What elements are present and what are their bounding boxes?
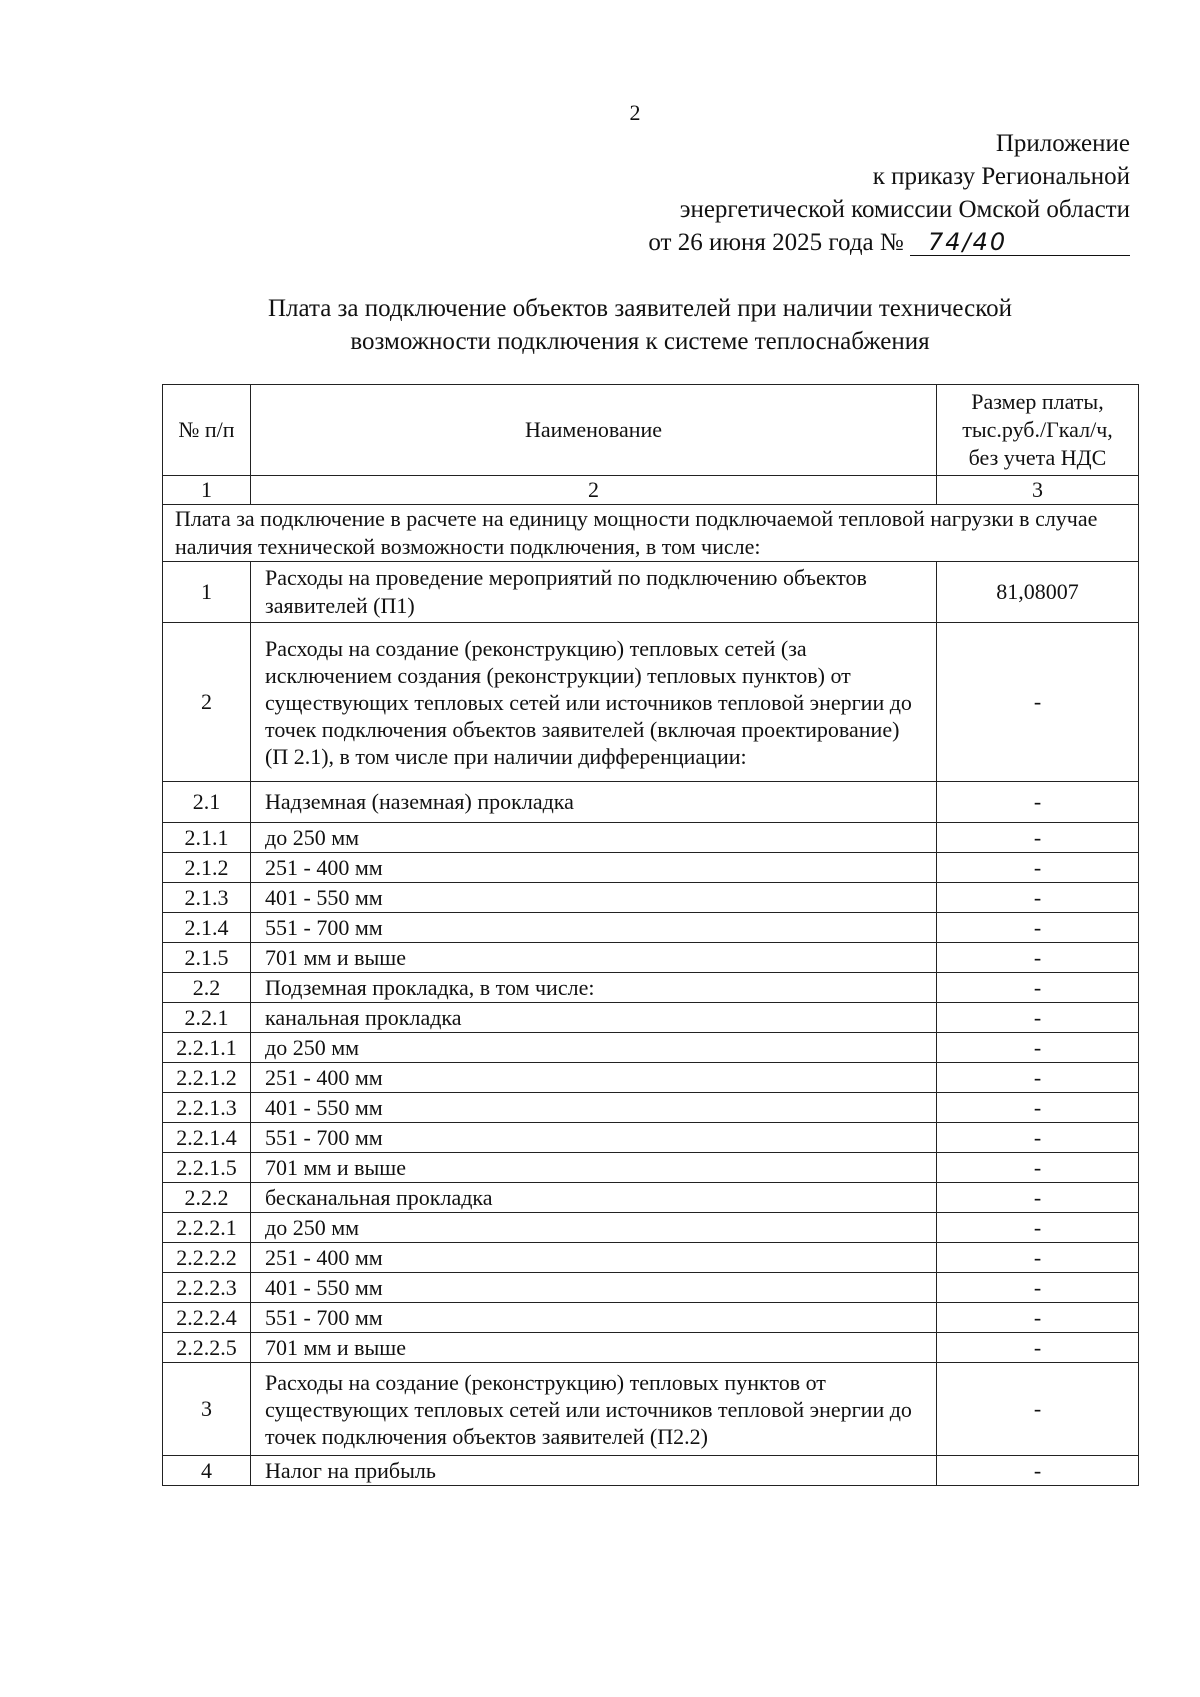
table-row <box>163 943 1139 973</box>
row-value: - <box>937 1456 1139 1486</box>
row-value: 81,08007 <box>937 562 1139 623</box>
row-num: 2.2.2.2 <box>163 1243 251 1273</box>
row-name: 401 - 550 мм <box>251 1273 937 1303</box>
index-col-3: 3 <box>937 476 1139 505</box>
row-value: - <box>937 973 1139 1003</box>
index-col-2: 2 <box>251 476 937 505</box>
row-name: 701 мм и выше <box>251 1153 937 1183</box>
row-value: - <box>937 1303 1139 1333</box>
header-name: Наименование <box>251 385 937 476</box>
row-num: 2.1.5 <box>163 943 251 973</box>
row-num: 4 <box>163 1456 251 1486</box>
row-value: - <box>937 782 1139 823</box>
appendix-title: Приложение <box>995 130 1130 157</box>
row-name: канальная прокладка <box>251 1003 937 1033</box>
row-name: 251 - 400 мм <box>251 853 937 883</box>
appendix-order-ref: к приказу Региональной <box>872 163 1130 190</box>
row-value: - <box>937 1273 1139 1303</box>
table-row <box>163 1273 1139 1303</box>
row-value: - <box>937 853 1139 883</box>
table-row <box>163 1093 1139 1123</box>
row-name: 551 - 700 мм <box>251 1303 937 1333</box>
row-value: - <box>937 623 1139 782</box>
row-num: 2.2.2.5 <box>163 1333 251 1363</box>
row-name: 701 мм и выше <box>251 1333 937 1363</box>
header-value: Размер платы, тыс.руб./Гкал/ч, без учета НДС <box>937 385 1139 476</box>
page-number: 2 <box>629 100 641 125</box>
row-value: - <box>937 1063 1139 1093</box>
row-num: 1 <box>163 562 251 623</box>
row-num: 2.2 <box>163 973 251 1003</box>
table-row <box>163 973 1139 1003</box>
row-name: Расходы на создание (реконструкцию) тепловых пунктов от существующих тепловых сетей или источников тепловой энергии до точек подключения объектов заявителей (П2.2) <box>251 1363 937 1456</box>
row-num: 2.2.1.1 <box>163 1033 251 1063</box>
row-name: 251 - 400 мм <box>251 1243 937 1273</box>
document-title <box>170 292 1110 358</box>
header-num: № п/п <box>163 385 251 476</box>
row-num: 2.2.2 <box>163 1183 251 1213</box>
document-title-line-2: возможности подключения к системе теплоснабжения <box>350 328 930 355</box>
row-name: Расходы на проведение мероприятий по подключению объектов заявителей (П1) <box>251 562 937 623</box>
table-row <box>163 1153 1139 1183</box>
appendix-block <box>430 127 1130 259</box>
row-value: - <box>937 1333 1139 1363</box>
table-row <box>163 883 1139 913</box>
row-num: 2.2.1.5 <box>163 1153 251 1183</box>
row-name: Подземная прокладка, в том числе: <box>251 973 937 1003</box>
table-header-row <box>163 385 1139 476</box>
row-value: - <box>937 1363 1139 1456</box>
appendix-commission: энергетической комиссии Омской области <box>679 196 1130 223</box>
table-row <box>163 1063 1139 1093</box>
index-col-1: 1 <box>163 476 251 505</box>
appendix-date: от 26 июня 2025 года № <box>648 229 904 256</box>
row-name: 401 - 550 мм <box>251 883 937 913</box>
table-row <box>163 782 1139 823</box>
table-index-row <box>163 476 1139 505</box>
row-num: 2.2.1.2 <box>163 1063 251 1093</box>
row-name: до 250 мм <box>251 1213 937 1243</box>
row-num: 2.2.1.4 <box>163 1123 251 1153</box>
row-num: 2.2.1 <box>163 1003 251 1033</box>
row-value: - <box>937 1033 1139 1063</box>
row-name: Налог на прибыль <box>251 1456 937 1486</box>
row-name: до 250 мм <box>251 823 937 853</box>
row-num: 2.1.2 <box>163 853 251 883</box>
table-row <box>163 1303 1139 1333</box>
table-row <box>163 1456 1139 1486</box>
table-row <box>163 562 1139 623</box>
row-value: - <box>937 1243 1139 1273</box>
row-name: до 250 мм <box>251 1033 937 1063</box>
row-num: 2.1.1 <box>163 823 251 853</box>
table-row <box>163 1033 1139 1063</box>
table-row <box>163 1363 1139 1456</box>
row-value: - <box>937 1093 1139 1123</box>
row-value: - <box>937 913 1139 943</box>
section-row <box>163 505 1139 562</box>
row-num: 2 <box>163 623 251 782</box>
row-num: 2.1.3 <box>163 883 251 913</box>
row-name: 551 - 700 мм <box>251 913 937 943</box>
table-row <box>163 1213 1139 1243</box>
row-value: - <box>937 1123 1139 1153</box>
row-name: Расходы на создание (реконструкцию) тепловых сетей (за исключением создания (реконструкции) тепловых пунктов) от существующих тепловых сетей или источников тепловой энергии до точек подключения объектов заявителей (включая проектирование) (П 2.1), в том числе при наличии дифференциации: <box>251 623 937 782</box>
row-num: 2.1 <box>163 782 251 823</box>
table-row <box>163 913 1139 943</box>
table-row <box>163 853 1139 883</box>
table-row <box>163 823 1139 853</box>
table-row <box>163 1333 1139 1363</box>
row-value: - <box>937 883 1139 913</box>
row-name: 701 мм и выше <box>251 943 937 973</box>
row-value: - <box>937 1003 1139 1033</box>
row-value: - <box>937 1183 1139 1213</box>
row-name: 251 - 400 мм <box>251 1063 937 1093</box>
table-row <box>163 1123 1139 1153</box>
row-name: Надземная (наземная) прокладка <box>251 782 937 823</box>
table-row <box>163 1243 1139 1273</box>
section-label: Плата за подключение в расчете на единицу мощности подключаемой тепловой нагрузки в случае наличия технической возможности подключения, в том числе: <box>163 505 1139 562</box>
row-num: 2.2.2.1 <box>163 1213 251 1243</box>
row-num: 2.2.2.4 <box>163 1303 251 1333</box>
table-row <box>163 1183 1139 1213</box>
row-num: 3 <box>163 1363 251 1456</box>
row-num: 2.1.4 <box>163 913 251 943</box>
row-value: - <box>937 943 1139 973</box>
row-value: - <box>937 1213 1139 1243</box>
appendix-date-line <box>430 226 1130 259</box>
table-row <box>163 623 1139 782</box>
row-name: бесканальная прокладка <box>251 1183 937 1213</box>
row-num: 2.2.1.3 <box>163 1093 251 1123</box>
row-name: 401 - 550 мм <box>251 1093 937 1123</box>
row-value: - <box>937 1153 1139 1183</box>
row-num: 2.2.2.3 <box>163 1273 251 1303</box>
fee-table <box>162 384 1139 1486</box>
order-number-handwritten: 74/40 <box>910 229 1130 256</box>
row-value: - <box>937 823 1139 853</box>
row-name: 551 - 700 мм <box>251 1123 937 1153</box>
document-title-line-1: Плата за подключение объектов заявителей при наличии технической <box>268 295 1012 322</box>
table-row <box>163 1003 1139 1033</box>
